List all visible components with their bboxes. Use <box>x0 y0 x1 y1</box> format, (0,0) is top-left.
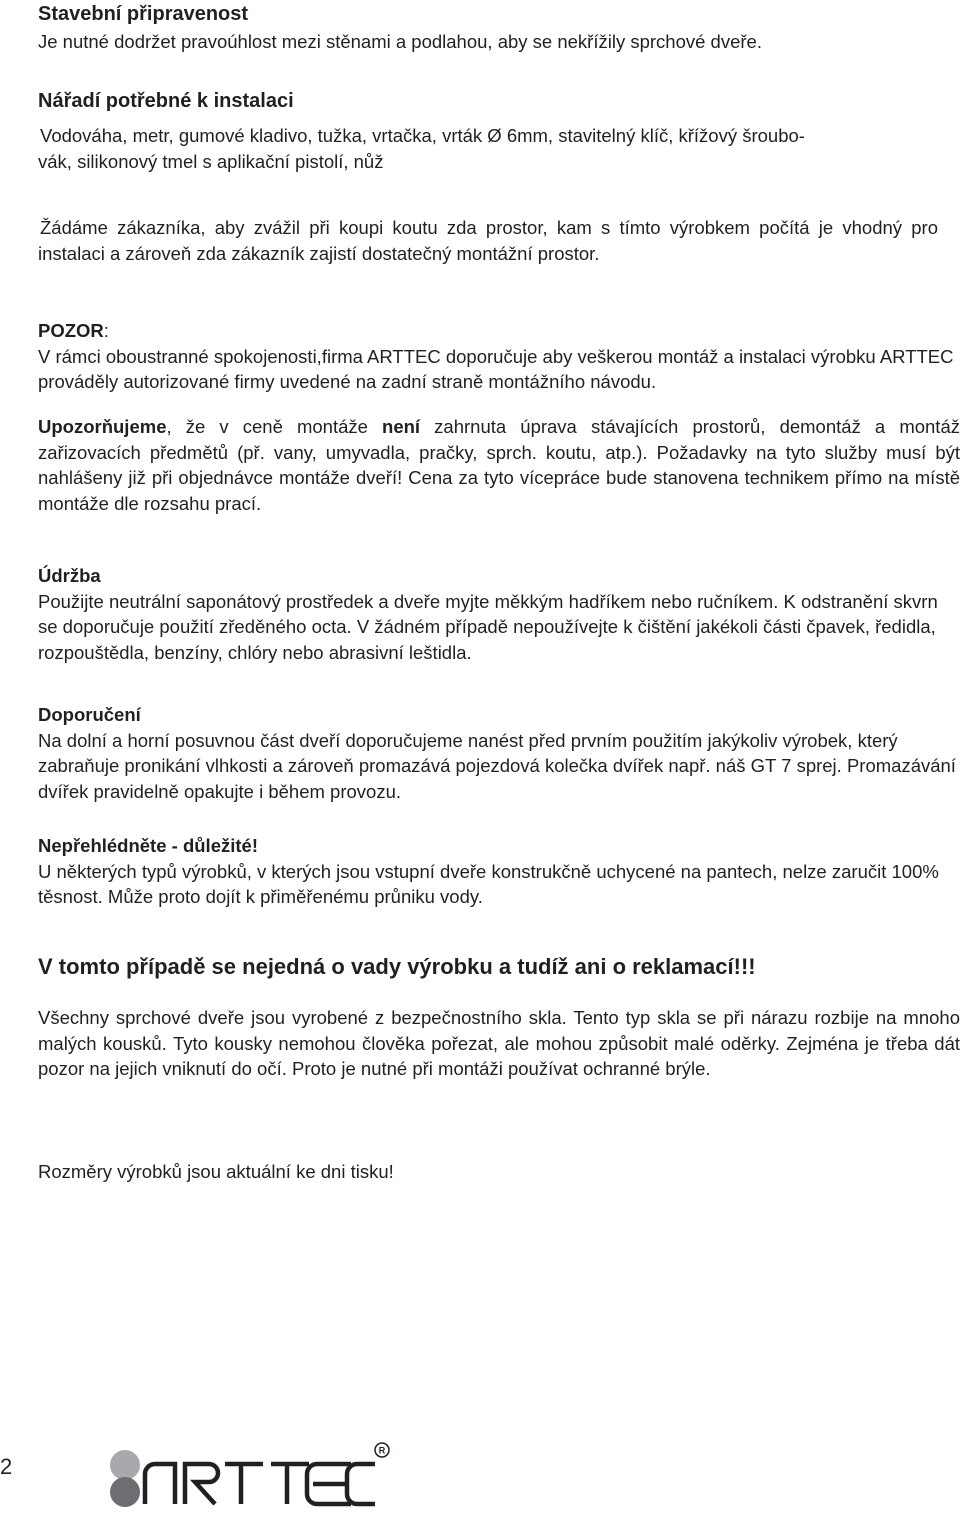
upozornujeme-text-1: , že v ceně montáže <box>166 416 383 437</box>
neni-bold: není <box>382 416 421 437</box>
neprehlednete-text: U některých typů výrobků, v kterých jsou vstupní dveře konstrukčně uchycené na pantech, nelze zaručit 100% těsnost. Může proto dojít k přiměřenému průniku vody. <box>38 860 939 907</box>
udrzba-text: Použijte neutrální saponátový prostředek a dveře myjte měkkým hadříkem nebo ručníkem. K odstranění skvrn se doporučuje použití zředěného octa. V žádném případě nepoužívejte k čištění jakékoli části čpavek, ředidla, rozpouštědla, benzíny, chlóry nebo abrasivní leštidla. <box>38 590 938 663</box>
pozor-text: V rámci oboustranné spokojenosti,firma ARTTEC doporučuje aby veškerou montáž a instalaci výrobku ARTTEC prováděly autorizované firmy uvedené na zadní straně montážního návodu. <box>38 345 954 392</box>
pozor-label: POZOR <box>38 320 104 341</box>
section-title-doporuceni: Doporučení <box>38 704 141 725</box>
page-number: 2 <box>0 1454 13 1479</box>
sklo-text: Všechny sprchové dveře jsou vyrobené z bezpečnostního skla. Tento typ skla se při nárazu rozbije na mnoho malých kousků. Tyto kousky nemohou člověka pořezat, ale mohou způsobit malé oděrky. Zejména je třeba dát pozor na jejich vniknutí do očí. Proto je nutné při montáži používat ochranné brýle. <box>38 1007 960 1079</box>
upozornujeme-text-2: zahrnuta úprava stávajících prostorů, demontáž a montáž zařizovacích předmětů (př. vany, umyvadla, pračky, sprch. koutu, atp.). Požadavky na tyto služby musí být nahlášeny již při objednávce montáže dveří! Cena za tyto vícepráce bude stanovena technikem přímo na místě montáže dle rozsahu prací. <box>38 416 960 514</box>
section-title-naradi: Nářadí potřebné k instalaci <box>38 90 294 112</box>
upozornujeme-paragraph <box>38 414 960 516</box>
udrzba-paragraph <box>38 563 960 665</box>
upozornujeme-bold: Upozorňujeme <box>38 416 167 437</box>
reklamace-heading: V tomto případě se nejedná o vady výrobku a tudíž ani o reklamací!!! <box>38 954 756 979</box>
section-title-neprehlednete: Nepřehlédněte - důležité! <box>38 835 258 856</box>
naradi-line-2: vák, silikonový tmel s aplikační pistolí, nůž <box>38 151 384 172</box>
doporuceni-paragraph <box>38 702 960 804</box>
arttec-logo-icon <box>103 1442 393 1522</box>
svg-text:R: R <box>378 1445 386 1456</box>
neprehlednete-paragraph <box>38 833 960 910</box>
stavebni-text: Je nutné dodržet pravoúhlost mezi stěnami a podlahou, aby se nekřížily sprchové dveře. <box>38 31 762 52</box>
zadame-text: Žádáme zákazníka, aby zvážil při koupi koutu zda prostor, kam s tímto výrobkem počítá je vhodný pro instalaci a zároveň zda zákazník zajistí dostatečný montážní prostor. <box>38 217 938 264</box>
section-title-udrzba: Údržba <box>38 565 101 586</box>
rozmery-text: Rozměry výrobků jsou aktuální ke dni tisku! <box>38 1161 394 1182</box>
naradi-line-1: Vodováha, metr, gumové kladivo, tužka, vrtačka, vrták Ø 6mm, stavitelný klíč, křížový šroubo- <box>40 125 805 146</box>
pozor-paragraph <box>38 318 960 395</box>
section-title-stavebni: Stavební připravenost <box>38 3 249 25</box>
pozor-colon: : <box>103 320 109 341</box>
doporuceni-text: Na dolní a horní posuvnou část dveří doporučujeme nanést před prvním použitím jakýkoliv výrobek, který zabraňuje pronikání vlhkosti a zároveň promazává pojezdová kolečka dvířek např. náš GT 7 sprej. Promazávání dvířek pravidelně opakujte i během provozu. <box>38 729 956 802</box>
